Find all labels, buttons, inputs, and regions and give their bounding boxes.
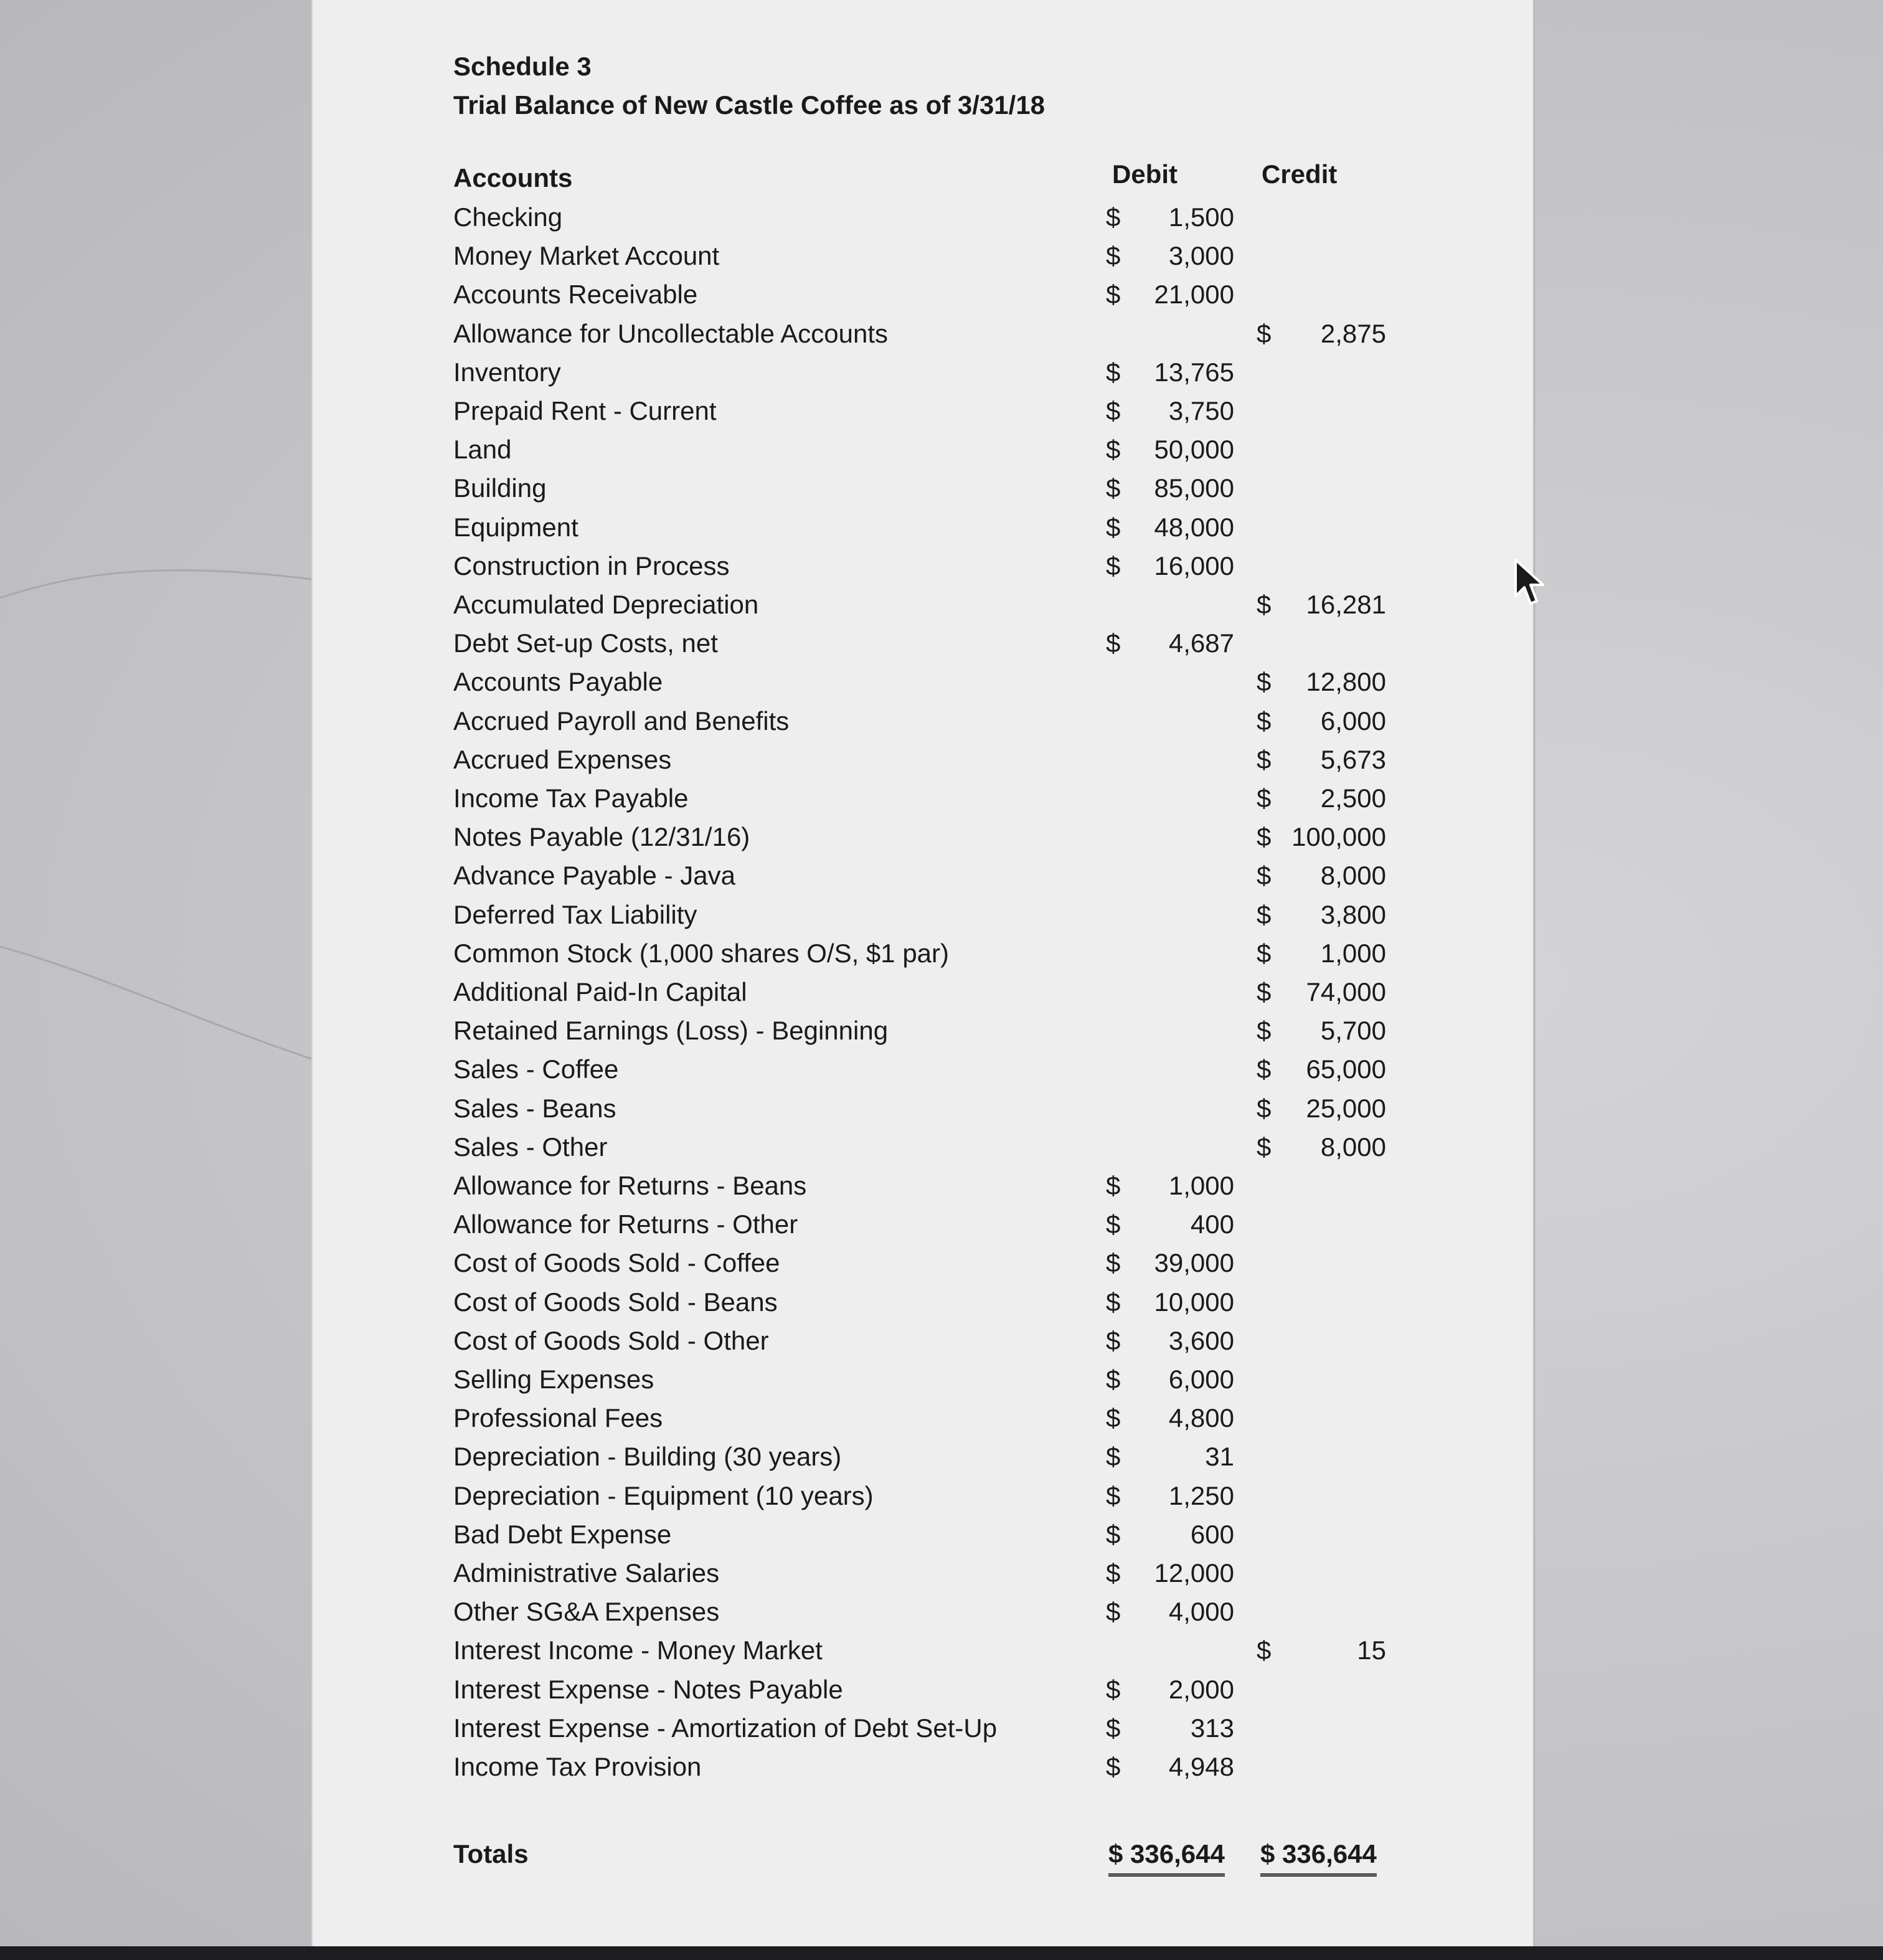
account-name: Accounts Payable <box>453 667 663 696</box>
account-row <box>0 1709 1883 1748</box>
account-name: Cost of Goods Sold - Beans <box>453 1287 778 1317</box>
screen-bottom-edge <box>0 1946 1883 1960</box>
accounts-column-header: Accounts <box>453 163 573 192</box>
account-row <box>0 624 1883 663</box>
account-row <box>0 1748 1883 1786</box>
debit-currency-symbol: $ <box>1106 396 1121 425</box>
credit-currency-symbol: $ <box>1257 667 1272 696</box>
account-name: Depreciation - Equipment (10 years) <box>453 1481 874 1510</box>
account-row <box>0 934 1883 973</box>
account-name: Bad Debt Expense <box>453 1520 672 1549</box>
account-name: Debt Set-up Costs, net <box>453 628 718 658</box>
account-name: Prepaid Rent - Current <box>453 396 717 425</box>
account-row <box>0 779 1883 818</box>
debit-amount: 4,000 <box>1168 1597 1234 1626</box>
debit-currency-symbol: $ <box>1106 513 1121 542</box>
debit-total: $ 336,644 <box>1108 1835 1225 1877</box>
account-name: Sales - Coffee <box>453 1054 619 1084</box>
credit-amount: 3,800 <box>1320 900 1386 929</box>
debit-amount: 16,000 <box>1154 551 1234 580</box>
account-name: Retained Earnings (Loss) - Beginning <box>453 1016 889 1045</box>
credit-amount: 8,000 <box>1320 1132 1386 1162</box>
account-name: Advance Payable - Java <box>453 861 735 890</box>
account-row <box>0 1283 1883 1322</box>
credit-amount: 2,875 <box>1320 319 1386 348</box>
debit-currency-symbol: $ <box>1106 280 1121 309</box>
account-name: Building <box>453 473 547 503</box>
credit-currency-symbol: $ <box>1257 900 1272 929</box>
account-row <box>0 469 1883 508</box>
account-row <box>0 663 1883 701</box>
credit-currency-symbol: $ <box>1257 977 1272 1006</box>
account-row <box>0 1554 1883 1593</box>
debit-currency-symbol: $ <box>1106 1365 1121 1394</box>
debit-amount: 21,000 <box>1154 280 1234 309</box>
mouse-pointer-icon <box>1513 557 1548 607</box>
account-name: Inventory <box>453 357 561 387</box>
account-row <box>0 1477 1883 1515</box>
account-row <box>0 1360 1883 1399</box>
schedule-label: Schedule 3 <box>453 52 592 81</box>
account-name: Interest Expense - Notes Payable <box>453 1675 843 1704</box>
credit-amount: 6,000 <box>1320 706 1386 736</box>
credit-column-header: Credit <box>1262 159 1338 189</box>
debit-currency-symbol: $ <box>1106 628 1121 658</box>
account-name: Allowance for Uncollectable Accounts <box>453 319 889 348</box>
debit-amount: 85,000 <box>1154 473 1234 503</box>
schedule-header <box>453 47 1045 125</box>
account-name: Money Market Account <box>453 241 720 270</box>
credit-currency-symbol: $ <box>1257 590 1272 619</box>
account-name: Allowance for Returns - Other <box>453 1210 798 1239</box>
account-name: Selling Expenses <box>453 1365 654 1394</box>
account-name: Checking <box>453 202 563 232</box>
debit-currency-symbol: $ <box>1106 1675 1121 1704</box>
account-row <box>0 1670 1883 1709</box>
debit-amount: 1,000 <box>1168 1171 1234 1200</box>
account-name: Administrative Salaries <box>453 1558 720 1588</box>
credit-currency-symbol: $ <box>1257 1636 1272 1665</box>
account-name: Interest Income - Money Market <box>453 1636 823 1665</box>
account-row <box>0 1089 1883 1128</box>
credit-amount: 100,000 <box>1291 822 1386 851</box>
account-row <box>0 1244 1883 1282</box>
account-row <box>0 1399 1883 1437</box>
debit-currency-symbol: $ <box>1106 1597 1121 1626</box>
account-row <box>0 1128 1883 1167</box>
account-name: Additional Paid-In Capital <box>453 977 747 1006</box>
credit-currency-symbol: $ <box>1257 1132 1272 1162</box>
account-name: Accrued Expenses <box>453 745 672 774</box>
account-name: Sales - Beans <box>453 1094 616 1123</box>
debit-amount: 10,000 <box>1154 1287 1234 1317</box>
credit-amount: 12,800 <box>1306 667 1386 696</box>
credit-currency-symbol: $ <box>1257 939 1272 968</box>
credit-currency-symbol: $ <box>1257 319 1272 348</box>
account-row <box>0 1050 1883 1089</box>
debit-amount: 3,600 <box>1168 1326 1234 1355</box>
account-name: Allowance for Returns - Beans <box>453 1171 807 1200</box>
debit-currency-symbol: $ <box>1106 202 1121 232</box>
debit-amount: 3,750 <box>1168 396 1234 425</box>
account-row <box>0 1631 1883 1670</box>
account-name: Depreciation - Building (30 years) <box>453 1442 842 1471</box>
debit-currency-symbol: $ <box>1106 357 1121 387</box>
account-name: Professional Fees <box>453 1403 663 1432</box>
debit-amount: 6,000 <box>1168 1365 1234 1394</box>
debit-currency-symbol: $ <box>1106 1248 1121 1277</box>
totals-row <box>0 1835 1883 1873</box>
debit-currency-symbol: $ <box>1106 1210 1121 1239</box>
credit-amount: 5,700 <box>1320 1016 1386 1045</box>
account-name: Construction in Process <box>453 551 730 580</box>
debit-currency-symbol: $ <box>1106 1287 1121 1317</box>
debit-amount: 39,000 <box>1154 1248 1234 1277</box>
debit-amount: 313 <box>1190 1713 1234 1743</box>
debit-currency-symbol: $ <box>1106 1481 1121 1510</box>
credit-amount: 16,281 <box>1306 590 1386 619</box>
credit-currency-symbol: $ <box>1257 1054 1272 1084</box>
account-row <box>0 315 1883 353</box>
account-row <box>0 353 1883 392</box>
debit-column-header: Debit <box>1112 159 1177 189</box>
debit-amount: 600 <box>1190 1520 1234 1549</box>
credit-amount: 2,500 <box>1320 784 1386 813</box>
account-row <box>0 198 1883 237</box>
account-name: Land <box>453 435 512 464</box>
debit-currency-symbol: $ <box>1106 1171 1121 1200</box>
account-row <box>0 856 1883 895</box>
totals-label: Totals <box>453 1839 529 1868</box>
account-name: Notes Payable (12/31/16) <box>453 822 750 851</box>
credit-currency-symbol: $ <box>1257 784 1272 813</box>
account-row <box>0 430 1883 469</box>
account-row <box>0 1593 1883 1631</box>
debit-currency-symbol: $ <box>1106 435 1121 464</box>
account-name: Cost of Goods Sold - Coffee <box>453 1248 780 1277</box>
account-row <box>0 1437 1883 1476</box>
debit-amount: 13,765 <box>1154 357 1234 387</box>
account-name: Accounts Receivable <box>453 280 698 309</box>
debit-currency-symbol: $ <box>1106 551 1121 580</box>
account-row <box>0 1322 1883 1360</box>
account-name: Deferred Tax Liability <box>453 900 697 929</box>
credit-currency-symbol: $ <box>1257 745 1272 774</box>
debit-currency-symbol: $ <box>1106 1403 1121 1432</box>
account-name: Sales - Other <box>453 1132 608 1162</box>
debit-currency-symbol: $ <box>1106 1752 1121 1781</box>
credit-amount: 65,000 <box>1306 1054 1386 1084</box>
debit-currency-symbol: $ <box>1106 1713 1121 1743</box>
account-row <box>0 275 1883 314</box>
debit-currency-symbol: $ <box>1106 1442 1121 1471</box>
debit-amount: 12,000 <box>1154 1558 1234 1588</box>
account-row <box>0 702 1883 741</box>
account-name: Income Tax Provision <box>453 1752 702 1781</box>
account-row <box>0 585 1883 624</box>
debit-currency-symbol: $ <box>1106 241 1121 270</box>
account-row <box>0 392 1883 430</box>
credit-currency-symbol: $ <box>1257 1094 1272 1123</box>
credit-currency-symbol: $ <box>1257 861 1272 890</box>
account-name: Income Tax Payable <box>453 784 689 813</box>
account-row <box>0 1011 1883 1050</box>
schedule-title: Trial Balance of New Castle Coffee as of 3/31/18 <box>453 90 1045 120</box>
credit-currency-symbol: $ <box>1257 706 1272 736</box>
account-row <box>0 547 1883 585</box>
account-row <box>0 896 1883 934</box>
account-row <box>0 508 1883 547</box>
debit-currency-symbol: $ <box>1106 1558 1121 1588</box>
debit-currency-symbol: $ <box>1106 1326 1121 1355</box>
debit-amount: 1,500 <box>1168 202 1234 232</box>
account-name: Accrued Payroll and Benefits <box>453 706 790 736</box>
account-row <box>0 741 1883 779</box>
debit-amount: 2,000 <box>1168 1675 1234 1704</box>
debit-amount: 4,687 <box>1168 628 1234 658</box>
account-name: Common Stock (1,000 shares O/S, $1 par) <box>453 939 950 968</box>
account-row <box>0 1515 1883 1554</box>
credit-currency-symbol: $ <box>1257 822 1272 851</box>
account-name: Other SG&A Expenses <box>453 1597 720 1626</box>
account-name: Equipment <box>453 513 578 542</box>
debit-amount: 4,948 <box>1168 1752 1234 1781</box>
debit-currency-symbol: $ <box>1106 1520 1121 1549</box>
debit-amount: 50,000 <box>1154 435 1234 464</box>
credit-amount: 5,673 <box>1320 745 1386 774</box>
debit-amount: 3,000 <box>1168 241 1234 270</box>
account-name: Cost of Goods Sold - Other <box>453 1326 769 1355</box>
credit-amount: 15 <box>1357 1636 1386 1665</box>
account-row <box>0 237 1883 275</box>
debit-amount: 400 <box>1190 1210 1234 1239</box>
debit-amount: 31 <box>1205 1442 1234 1471</box>
credit-total: $ 336,644 <box>1260 1835 1377 1877</box>
credit-amount: 1,000 <box>1320 939 1386 968</box>
account-row <box>0 1167 1883 1205</box>
account-name: Accumulated Depreciation <box>453 590 759 619</box>
debit-amount: 4,800 <box>1168 1403 1234 1432</box>
debit-currency-symbol: $ <box>1106 473 1121 503</box>
account-row <box>0 973 1883 1011</box>
credit-currency-symbol: $ <box>1257 1016 1272 1045</box>
debit-amount: 1,250 <box>1168 1481 1234 1510</box>
credit-amount: 8,000 <box>1320 861 1386 890</box>
account-row <box>0 1205 1883 1244</box>
account-name: Interest Expense - Amortization of Debt Set-Up <box>453 1713 998 1743</box>
credit-amount: 25,000 <box>1306 1094 1386 1123</box>
debit-amount: 48,000 <box>1154 513 1234 542</box>
credit-amount: 74,000 <box>1306 977 1386 1006</box>
account-row <box>0 818 1883 856</box>
